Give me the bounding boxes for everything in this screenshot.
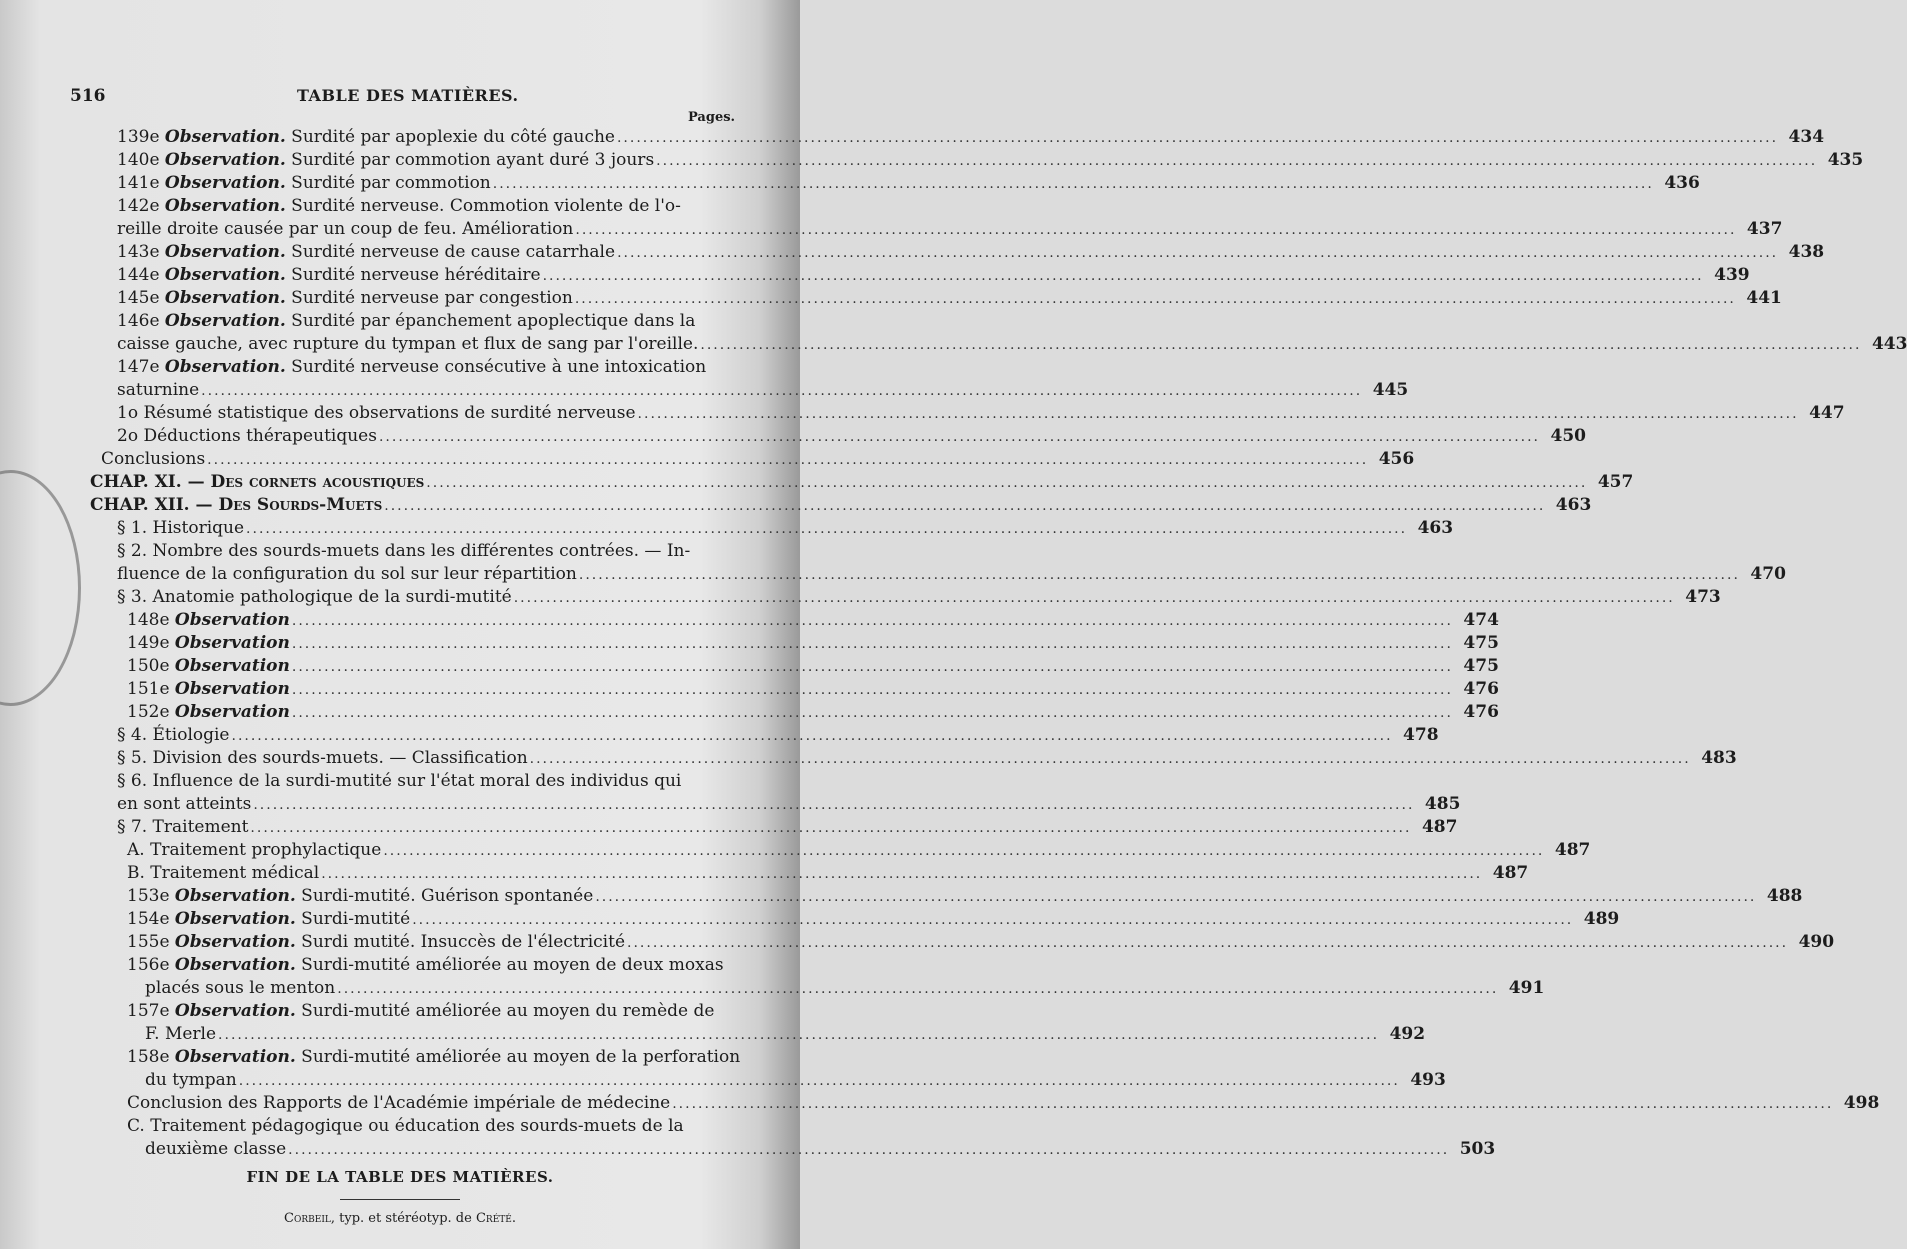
entry-page-number: 445 <box>1372 380 1409 400</box>
observation-label: Observation. <box>174 909 296 929</box>
toc-entry-text <box>127 655 290 678</box>
dot-leader <box>627 932 1788 955</box>
observation-label: Observation. <box>164 196 286 216</box>
dot-leader <box>426 472 1587 495</box>
dot-leader <box>218 1024 1379 1047</box>
toc-entry <box>145 1069 1446 1092</box>
toc-entry <box>117 402 1845 425</box>
toc-entry-text <box>117 793 251 816</box>
entry-number: CHAP. XII. — <box>90 495 213 515</box>
entry-number: 157e <box>127 1001 175 1021</box>
toc-entry <box>117 241 1825 264</box>
toc-entry <box>127 609 1499 632</box>
toc-entry-text <box>117 540 690 563</box>
dot-leader <box>575 219 1736 242</box>
entry-number: 156e <box>127 955 175 975</box>
toc-entry-text <box>145 1069 237 1092</box>
toc-entry-text <box>117 517 244 540</box>
entry-title: Surdité nerveuse héréditaire <box>285 265 541 285</box>
toc-entry <box>117 264 1750 287</box>
entry-number: 150e <box>127 656 175 676</box>
dot-leader <box>207 449 1368 472</box>
entry-title: Conclusions <box>101 449 206 469</box>
entry-title: 1o Résumé statistique des observations de surdité nerveuse <box>117 403 636 423</box>
observation-label: Observation. <box>164 357 286 377</box>
entry-page-number: 490 <box>1798 932 1835 952</box>
entry-title: Surdité par commotion <box>285 173 491 193</box>
toc-entry-text <box>127 839 381 862</box>
entry-number: 155e <box>127 932 175 952</box>
pages-column-label: Pages. <box>688 110 736 125</box>
toc-entry-text <box>127 1000 714 1023</box>
dot-leader <box>595 886 1756 909</box>
printer-imprint <box>0 1211 800 1226</box>
toc-entry-text <box>127 885 593 908</box>
observation-label: Observation. <box>164 288 286 308</box>
dot-leader <box>514 587 1675 610</box>
dot-leader <box>321 863 1482 886</box>
observation-label: Observation. <box>164 150 286 170</box>
dot-leader <box>379 426 1540 449</box>
entry-number: 151e <box>127 679 175 699</box>
toc-entry <box>117 310 732 333</box>
toc-entry-text <box>127 1046 740 1069</box>
entry-number: 146e <box>117 311 165 331</box>
entry-page-number: 475 <box>1463 656 1499 676</box>
toc-entry <box>127 908 1620 931</box>
running-title: TABLE DES MATIÈRES. <box>297 86 519 105</box>
toc-entry <box>127 885 1803 908</box>
entry-page-number: 438 <box>1788 242 1825 262</box>
toc-entry <box>127 655 1499 678</box>
toc-entry <box>127 839 1591 862</box>
toc-entry-text <box>117 747 528 770</box>
entry-number: 139e <box>117 127 165 147</box>
toc-entry <box>117 793 1461 816</box>
toc-entry-text <box>117 586 512 609</box>
observation-label: Observation <box>174 610 290 630</box>
observation-label: Observation <box>174 702 290 722</box>
dot-leader <box>246 518 1407 541</box>
entry-page-number: 456 <box>1378 449 1415 469</box>
observation-label: Observation. <box>164 173 286 193</box>
entry-title: § 6. Influence de la surdi-mutité sur l'état moral des individus qui <box>117 771 682 791</box>
dot-leader <box>383 840 1544 863</box>
entry-title: Surdité nerveuse consécutive à une intoxication <box>285 357 707 377</box>
entry-page-number: 437 <box>1746 219 1783 239</box>
observation-label: Observation. <box>174 1001 296 1021</box>
toc-entry <box>117 195 732 218</box>
toc-entry-text <box>127 678 290 701</box>
entry-title: Surdi-mutité améliorée au moyen de deux moxas <box>295 955 724 975</box>
entry-number: 142e <box>117 196 165 216</box>
entry-page-number: 488 <box>1766 886 1803 906</box>
toc-entry-text <box>117 241 615 264</box>
toc-entry-text <box>117 149 654 172</box>
toc-entry-text <box>145 1138 286 1161</box>
entry-page-number: 492 <box>1389 1024 1426 1044</box>
toc-entry <box>127 862 1529 885</box>
observation-label: Observation. <box>164 127 286 147</box>
toc-entry <box>117 816 1458 839</box>
toc-entry <box>117 149 1864 172</box>
toc-entry <box>127 954 732 977</box>
toc-entry-text <box>117 770 681 793</box>
toc-entry-text <box>127 701 290 724</box>
toc-entry-text <box>117 172 491 195</box>
toc-entry <box>127 1092 1880 1115</box>
dot-leader <box>292 679 1453 702</box>
toc-entry <box>117 287 1782 310</box>
dot-leader <box>543 265 1704 288</box>
toc-entry-text <box>127 954 724 977</box>
dot-leader <box>292 702 1453 725</box>
entry-page-number: 441 <box>1746 288 1782 308</box>
entry-title: reille droite causée par un coup de feu. Amélioration <box>117 219 574 239</box>
observation-label: Observation. <box>174 1047 296 1067</box>
entry-page-number: 475 <box>1463 633 1499 653</box>
dot-leader <box>288 1139 1449 1162</box>
entry-title: Surdi-mutité améliorée au moyen du remède de <box>295 1001 715 1021</box>
toc-entry <box>117 586 1721 609</box>
entry-title: Des cornets acoustiques <box>204 472 425 492</box>
entry-page-number: 485 <box>1424 794 1461 814</box>
dot-leader <box>292 633 1453 656</box>
toc-entry <box>127 931 1835 954</box>
entry-title: Surdité nerveuse par congestion <box>285 288 573 308</box>
entry-title: C. Traitement pédagogique ou éducation des sourds-muets de la <box>127 1116 684 1136</box>
entry-title: Surdité par apoplexie du côté gauche <box>285 127 615 147</box>
toc-entry <box>127 1046 741 1069</box>
toc-entry-text <box>117 563 577 586</box>
entry-number: 152e <box>127 702 175 722</box>
toc-entry-text <box>127 632 290 655</box>
entry-page-number: 474 <box>1463 610 1499 630</box>
entry-page-number: 463 <box>1555 495 1592 515</box>
toc-entry-text <box>90 494 382 517</box>
entry-page-number: 447 <box>1809 403 1845 423</box>
entry-page-number: 503 <box>1459 1139 1496 1159</box>
entry-title: Surdi-mutité. Guérison spontanée <box>295 886 594 906</box>
entry-page-number: 457 <box>1597 472 1634 492</box>
entry-number: 140e <box>117 150 165 170</box>
toc-entry-text <box>127 862 319 885</box>
toc-entry-text <box>101 448 205 471</box>
entry-number: 141e <box>117 173 165 193</box>
entry-title: Surdi-mutité améliorée au moyen de la perforation <box>295 1047 741 1067</box>
toc-entry-text <box>127 1115 684 1138</box>
toc-entry <box>117 218 1783 241</box>
toc-entry <box>145 977 1545 1000</box>
dot-leader <box>530 748 1691 771</box>
dot-leader <box>638 403 1799 426</box>
entry-page-number: 436 <box>1664 173 1700 193</box>
toc-entry-text <box>145 977 335 1000</box>
entry-title: § 1. Historique <box>117 518 245 538</box>
toc-entry <box>117 517 1454 540</box>
dot-leader <box>239 1070 1400 1093</box>
dot-leader <box>579 564 1740 587</box>
entry-page-number: 476 <box>1463 702 1499 722</box>
toc-entry-text <box>117 333 698 356</box>
toc-entry <box>127 678 1499 701</box>
entry-title: Surdi-mutité <box>295 909 411 929</box>
entry-title: Surdité nerveuse. Commotion violente de l'o- <box>285 196 681 216</box>
dot-leader <box>575 288 1736 311</box>
dot-leader <box>617 242 1778 265</box>
entry-page-number: 473 <box>1685 587 1721 607</box>
imprint-place: Corbeil <box>284 1211 331 1226</box>
entry-number: 143e <box>117 242 165 262</box>
toc-entry-text <box>117 356 706 379</box>
toc-entry-text <box>117 402 636 425</box>
dot-leader <box>292 610 1453 633</box>
entry-title: § 5. Division des sourds-muets. — Classification <box>117 748 528 768</box>
toc-entry-text <box>117 126 615 149</box>
entry-number: 144e <box>117 265 165 285</box>
observation-label: Observation. <box>174 886 296 906</box>
observation-label: Observation <box>174 656 290 676</box>
toc-entry-text <box>127 931 625 954</box>
toc-entry-text <box>117 425 377 448</box>
divider <box>340 1199 460 1200</box>
observation-label: Observation. <box>164 242 286 262</box>
entry-title: Des Sourds-Muets <box>212 495 383 515</box>
dot-leader <box>250 817 1411 840</box>
toc-entry <box>117 747 1737 770</box>
entry-page-number: 491 <box>1508 978 1545 998</box>
toc-entry-text <box>145 1023 216 1046</box>
entry-number: 158e <box>127 1047 175 1067</box>
toc-entry-text <box>117 218 573 241</box>
toc-entry <box>145 1138 1496 1161</box>
dot-leader <box>384 495 1545 518</box>
toc-entry-text <box>117 310 695 333</box>
toc-entry <box>117 126 1825 149</box>
imprint-middle: , typ. et stéréotyp. de <box>330 1211 476 1226</box>
entry-page-number: 434 <box>1788 127 1825 147</box>
entry-page-number: 435 <box>1827 150 1864 170</box>
entry-number: 145e <box>117 288 165 308</box>
entry-title: Conclusion des Rapports de l'Académie impériale de médecine <box>127 1093 671 1113</box>
toc-entry <box>90 471 1634 494</box>
dot-leader <box>493 173 1654 196</box>
observation-label: Observation <box>174 679 290 699</box>
entry-title: § 3. Anatomie pathologique de la surdi-mutité <box>117 587 512 607</box>
toc-entry <box>127 1115 732 1138</box>
toc-entry-text <box>117 816 248 839</box>
toc-entry-text <box>117 287 573 310</box>
dot-leader <box>253 794 1414 817</box>
entry-page-number: 439 <box>1714 265 1750 285</box>
toc-entry <box>117 563 1786 586</box>
toc-entry <box>127 1000 732 1023</box>
entry-title: fluence de la configuration du sol sur leur répartition <box>117 564 577 584</box>
entry-number: 149e <box>127 633 175 653</box>
dot-leader <box>232 725 1393 748</box>
entry-title: placés sous le menton <box>145 978 336 998</box>
toc-entry-text <box>127 1092 670 1115</box>
entry-number: 148e <box>127 610 175 630</box>
entry-title: saturnine <box>117 380 200 400</box>
entry-title: A. Traitement prophylactique <box>127 840 382 860</box>
entry-page-number: 487 <box>1554 840 1591 860</box>
toc-entry <box>117 333 1907 356</box>
entry-title: 2o Déductions thérapeutiques <box>117 426 377 446</box>
observation-label: Observation. <box>174 932 296 952</box>
toc-entry <box>117 425 1587 448</box>
toc-entry-text <box>127 908 410 931</box>
toc-entry-text <box>127 609 290 632</box>
toc-entry <box>127 701 1499 724</box>
entry-number: 147e <box>117 357 165 377</box>
toc-entry-text <box>117 264 541 287</box>
entry-title: B. Traitement médical <box>127 863 320 883</box>
entry-title: Surdité nerveuse de cause catarrhale <box>285 242 616 262</box>
entry-page-number: 489 <box>1583 909 1620 929</box>
observation-label: Observation. <box>164 265 286 285</box>
dot-leader <box>292 656 1453 679</box>
observation-label: Observation. <box>164 311 286 331</box>
entry-title: Surdité par commotion ayant duré 3 jours <box>285 150 655 170</box>
library-stamp <box>0 470 81 706</box>
toc-entry <box>117 770 732 793</box>
toc-entry <box>117 172 1700 195</box>
toc-entry <box>117 540 732 563</box>
entry-page-number: 476 <box>1463 679 1499 699</box>
imprint-printer: Crété. <box>475 1211 516 1226</box>
entry-title: du tympan <box>145 1070 237 1090</box>
toc-entry-text <box>90 471 424 494</box>
entry-page-number: 493 <box>1410 1070 1446 1090</box>
entry-title: F. Merle <box>145 1024 217 1044</box>
entry-page-number: 463 <box>1417 518 1454 538</box>
toc-entry <box>101 448 1415 471</box>
dot-leader <box>656 150 1817 173</box>
dot-leader <box>337 978 1498 1001</box>
dot-leader <box>617 127 1778 150</box>
entry-number: 153e <box>127 886 175 906</box>
entry-page-number: 450 <box>1550 426 1587 446</box>
entry-number: CHAP. XI. — <box>90 472 205 492</box>
toc-entry-text <box>117 379 199 402</box>
entry-title: § 2. Nombre des sourds-muets dans les différentes contrées. — In- <box>117 541 691 561</box>
observation-label: Observation <box>174 633 290 653</box>
toc-entry <box>117 356 732 379</box>
dot-leader <box>412 909 1573 932</box>
entry-page-number: 487 <box>1421 817 1458 837</box>
entry-title: Surdi mutité. Insuccès de l'électricité <box>295 932 626 952</box>
running-head <box>0 86 800 108</box>
entry-page-number: 483 <box>1701 748 1737 768</box>
toc-entry <box>127 632 1499 655</box>
end-of-table-text: FIN DE LA TABLE DES MATIÈRES. <box>246 1168 554 1186</box>
entry-page-number: 478 <box>1403 725 1439 745</box>
entry-title: caisse gauche, avec rupture du tympan et flux de sang par l'oreille. <box>117 334 699 354</box>
toc-entry <box>90 494 1592 517</box>
observation-label: Observation. <box>174 955 296 975</box>
toc-entry-text <box>117 724 230 747</box>
entry-page-number: 498 <box>1843 1093 1880 1113</box>
entry-title: Surdité par épanchement apoplectique dans la <box>285 311 696 331</box>
entry-page-number: 443 <box>1871 334 1907 354</box>
dot-leader <box>700 334 1861 357</box>
entry-number: 154e <box>127 909 175 929</box>
entry-title: § 4. Étiologie <box>117 725 230 745</box>
entry-page-number: 470 <box>1750 564 1786 584</box>
dot-leader <box>201 380 1362 403</box>
entry-page-number: 487 <box>1492 863 1529 883</box>
toc-entry-text <box>117 195 681 218</box>
toc-entry <box>117 724 1439 747</box>
dot-leader <box>672 1093 1833 1116</box>
entry-title: § 7. Traitement <box>117 817 249 837</box>
page-number: 516 <box>70 86 106 106</box>
entry-title: deuxième classe <box>145 1139 287 1159</box>
toc-entry <box>117 379 1409 402</box>
entry-title: en sont atteints <box>117 794 252 814</box>
toc-entry <box>145 1023 1426 1046</box>
